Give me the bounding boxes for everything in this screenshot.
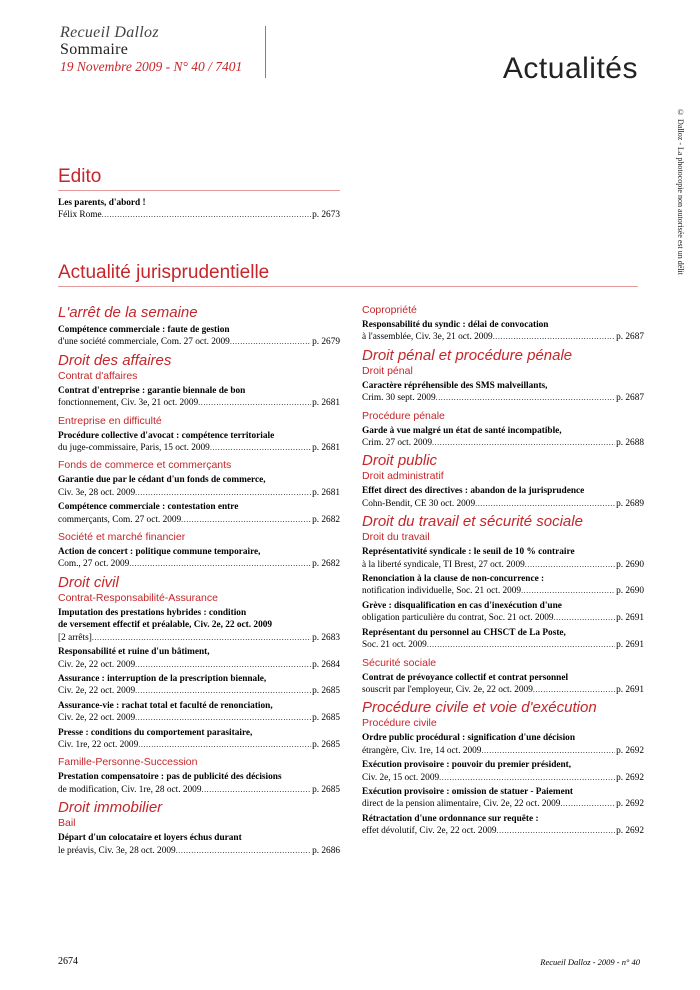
summary-entry[interactable] (362, 573, 644, 598)
leader-dots (135, 659, 311, 671)
subrubric-heading: Procédure civile (362, 717, 437, 730)
entry-page: p. 2690 (616, 559, 644, 570)
entry-title: Exécution provisoire : pouvoir du premier président, (362, 760, 572, 771)
entry-title: Imputation des prestations hybrides : condition (58, 607, 247, 618)
entry-title: Rétractation d'une ordonnance sur requête : (362, 813, 539, 824)
edito-list (58, 195, 340, 222)
leader-dots (135, 487, 311, 499)
leader-dots (521, 585, 615, 597)
copyright-notice: © Dalloz - La photocopie non autorisée est un délit (676, 108, 685, 275)
entry-reference: à la liberté syndicale, TI Brest, 27 oct. 2009 (362, 559, 525, 570)
subrubric-heading: Droit pénal (362, 364, 413, 377)
entry-title: Grève : disqualification en cas d'inexécution d'une (362, 600, 562, 611)
leader-dots (533, 684, 615, 696)
entry-title: Contrat d'entreprise : garantie biennale de bon (58, 385, 246, 396)
summary-entry[interactable] (58, 501, 340, 526)
entry-page: p. 2691 (616, 684, 644, 695)
left-column (58, 304, 340, 857)
entry-reference: obligation particulière du contrat, Soc. 21 oct. 2009 (362, 613, 554, 624)
entry-title: Presse : conditions du comportement parasitaire, (58, 727, 253, 738)
entry-page: p. 2681 (312, 487, 340, 498)
rubric-heading: Droit du travail et sécurité sociale (362, 513, 583, 531)
entry-page: p. 2682 (312, 514, 340, 525)
entry-reference: Civ. 2e, 22 oct. 2009 (58, 659, 136, 670)
entry-title: Représentativité syndicale : le seuil de 10 % contraire (362, 547, 575, 558)
entry-reference: souscrit par l'employeur, Civ. 2e, 22 oct. 2009 (362, 684, 533, 695)
entry-page: p. 2685 (312, 739, 340, 750)
entry-reference: [2 arrêts] (58, 632, 92, 643)
summary-entry[interactable] (362, 485, 644, 510)
entry-author: Félix Rome (58, 210, 102, 221)
entry-page: p. 2679 (312, 337, 340, 348)
leader-dots (427, 639, 615, 651)
summary-entry[interactable] (58, 700, 340, 725)
summary-entry[interactable] (58, 646, 340, 671)
entry-reference: le préavis, Civ. 3e, 28 oct. 2009 (58, 845, 176, 856)
entry-reference: Civ. 2e, 22 oct. 2009 (58, 686, 136, 697)
rubric-heading: Droit civil (58, 573, 119, 591)
entry-page: p. 2683 (312, 632, 340, 643)
summary-entry[interactable] (362, 546, 644, 571)
entry-page: p. 2691 (616, 640, 644, 651)
entry-page: p. 2685 (312, 686, 340, 697)
entry-page: p. 2681 (312, 398, 340, 409)
entry-title: Effet direct des directives : abandon de la jurisprudence (362, 486, 585, 497)
entry-title: Compétence commerciale : contestation entre (58, 502, 239, 513)
entry-title: Responsabilité et ruine d'un bâtiment, (58, 647, 210, 658)
rubric-heading: Droit public (362, 452, 438, 470)
summary-entry[interactable] (362, 319, 644, 344)
rubric-heading: Droit des affaires (58, 351, 172, 369)
summary-entry[interactable] (58, 771, 340, 796)
entry-title-cont: de versement effectif et préalable, Civ. 2e, 22 oct. 2009 (58, 620, 273, 631)
summary-entry[interactable] (58, 832, 340, 857)
entry-page: p. 2691 (616, 613, 644, 624)
entry-reference: d'une société commerciale, Com. 27 oct. 2009 (58, 337, 230, 348)
leader-dots (493, 331, 615, 343)
entry-reference: Cohn-Bendit, CE 30 oct. 2009 (362, 498, 476, 509)
leader-dots (560, 798, 615, 810)
summary-entry[interactable] (58, 546, 340, 571)
entry-page: p. 2692 (616, 772, 644, 783)
entry-page: p. 2685 (312, 713, 340, 724)
leader-dots (181, 514, 311, 526)
subrubric-heading: Droit du travail (362, 531, 430, 544)
entry-page: p. 2673 (312, 210, 340, 221)
summary-entry[interactable] (362, 600, 644, 625)
subrubric-heading: Entreprise en difficulté (58, 414, 162, 427)
entry-page: p. 2682 (312, 559, 340, 570)
entry-reference: Com., 27 oct. 2009 (58, 559, 130, 570)
summary-entry[interactable] (362, 425, 644, 450)
footer-journal: Recueil Dalloz - 2009 - n° 40 (540, 957, 640, 967)
entry-page: p. 2692 (616, 826, 644, 837)
entry-reference: à l'assemblée, Civ. 3e, 21 oct. 2009 (362, 332, 493, 343)
entry-reference: Civ. 2e, 22 oct. 2009 (58, 713, 136, 724)
rubric-heading: Droit immobilier (58, 799, 163, 817)
entry-title: Action de concert : politique commune temporaire, (58, 547, 261, 558)
subrubric-heading: Bail (58, 817, 76, 830)
summary-entry[interactable] (58, 474, 340, 499)
entry-reference: étrangère, Civ. 1re, 14 oct. 2009 (362, 745, 482, 756)
entry-title: Assurance-vie : rachat total et faculté de renonciation, (58, 700, 273, 711)
header-divider (265, 26, 266, 78)
entry-title: Caractère répréhensible des SMS malveillants, (362, 380, 548, 391)
leader-dots (198, 397, 311, 409)
entry-reference: Crim. 30 sept. 2009 (362, 393, 436, 404)
entry-page: p. 2687 (616, 393, 644, 404)
entry-title: Ordre public procédural : signification d'une décision (362, 733, 575, 744)
entry-title: Compétence commerciale : faute de gestion (58, 325, 230, 335)
entry-title: Prestation compensatoire : pas de publicité des décisions (58, 772, 282, 783)
juris-rule (58, 286, 638, 287)
summary-entry[interactable] (58, 430, 340, 455)
leader-dots (481, 745, 615, 757)
subrubric-heading: Contrat d'affaires (58, 369, 138, 382)
edito-heading: Edito (58, 166, 102, 187)
entry-title: Garde à vue malgré un état de santé incompatible, (362, 425, 562, 436)
entry-reference: Civ. 1re, 22 oct. 2009 (58, 739, 139, 750)
leader-dots (497, 825, 616, 837)
entry-title: Exécution provisoire : omission de statuer - Paiement (362, 786, 573, 797)
entry-reference: Crim. 27 oct. 2009 (362, 438, 432, 449)
entry-page: p. 2684 (312, 659, 340, 670)
entry-page: p. 2688 (616, 438, 644, 449)
summary-entry[interactable] (58, 607, 340, 644)
page-number: 2674 (58, 956, 78, 967)
edito-entry[interactable] (58, 197, 340, 222)
rubric-heading: L'arrêt de la semaine (58, 304, 198, 321)
entry-page: p. 2686 (312, 845, 340, 856)
leader-dots (432, 437, 615, 449)
subrubric-heading: Contrat-Responsabilité-Assurance (58, 591, 218, 604)
summary-entry[interactable] (58, 727, 340, 752)
entry-title: Les parents, d'abord ! (58, 198, 146, 208)
entry-reference: Civ. 3e, 28 oct. 2009 (58, 487, 136, 498)
leader-dots (554, 612, 616, 624)
entry-reference: fonctionnement, Civ. 3e, 21 oct. 2009 (58, 398, 199, 409)
summary-entry[interactable] (362, 759, 644, 784)
subrubric-heading: Procédure pénale (362, 409, 445, 422)
entry-title: Départ d'un colocataire et loyers échus durant (58, 833, 242, 844)
leader-dots (102, 209, 311, 221)
leader-dots (439, 772, 615, 784)
summary-entry[interactable] (58, 673, 340, 698)
summary-entry[interactable] (362, 732, 644, 757)
entry-title: Responsabilité du syndic : délai de convocation (362, 320, 549, 330)
entry-reference: commerçants, Com. 27 oct. 2009 (58, 514, 182, 525)
entry-page: p. 2687 (616, 332, 644, 343)
leader-dots (92, 632, 311, 644)
entry-reference: Civ. 2e, 15 oct. 2009 (362, 772, 440, 783)
entry-page: p. 2681 (312, 443, 340, 454)
right-column (362, 304, 644, 838)
entry-page: p. 2690 (616, 586, 644, 597)
entry-page: p. 2689 (616, 498, 644, 509)
subrubric-heading: Droit administratif (362, 470, 444, 483)
journal-brand: Recueil Dalloz (60, 24, 159, 41)
summary-entry[interactable] (58, 385, 340, 410)
entry-reference: effet dévolutif, Civ. 2e, 22 oct. 2009 (362, 826, 497, 837)
entry-reference: de modification, Civ. 1re, 28 oct. 2009 (58, 784, 202, 795)
leader-dots (525, 559, 615, 571)
summary-entry[interactable] (362, 627, 644, 652)
entry-title: Renonciation à la clause de non-concurrence : (362, 574, 545, 585)
rubric-heading: Procédure civile et voie d'exécution (362, 699, 597, 717)
subrubric-heading: Société et marché financier (58, 531, 186, 544)
entry-page: p. 2685 (312, 784, 340, 795)
entry-title: Assurance : interruption de la prescription biennale, (58, 673, 267, 684)
rubric-heading: Droit pénal et procédure pénale (362, 346, 573, 364)
juris-heading: Actualité jurisprudentielle (58, 262, 270, 283)
issue-date: 19 Novembre 2009 - N° 40 / 7401 (60, 59, 243, 74)
entry-reference: notification individuelle, Soc. 21 oct. 2009 (362, 586, 522, 597)
entry-title: Garantie due par le cédant d'un fonds de commerce, (58, 475, 266, 486)
entry-title: Procédure collective d'avocat : compétence territoriale (58, 430, 275, 441)
page-title: Sommaire (60, 41, 129, 58)
leader-dots (230, 336, 311, 348)
entry-title: Contrat de prévoyance collectif et contrat personnel (362, 672, 569, 683)
entry-reference: Soc. 21 oct. 2009 (362, 640, 427, 651)
summary-entry[interactable] (362, 380, 644, 405)
summary-entry[interactable] (58, 324, 340, 349)
subrubric-heading: Famille-Personne-Succession (58, 756, 198, 769)
leader-dots (138, 739, 311, 751)
entry-title: Représentant du personnel au CHSCT de La Poste, (362, 627, 566, 638)
subrubric-heading: Sécurité sociale (362, 656, 437, 669)
leader-dots (135, 685, 311, 697)
leader-dots (475, 498, 615, 510)
subrubric-heading: Fonds de commerce et commerçants (58, 459, 232, 472)
leader-dots (436, 392, 616, 404)
summary-entry[interactable] (362, 786, 644, 811)
leader-dots (129, 558, 311, 570)
leader-dots (201, 784, 311, 796)
leader-dots (135, 712, 311, 724)
leader-dots (210, 442, 311, 454)
entry-page: p. 2692 (616, 799, 644, 810)
entry-reference: direct de la pension alimentaire, Civ. 2e, 22 oct. 2009 (362, 799, 561, 810)
edito-rule (58, 190, 340, 191)
leader-dots (176, 845, 311, 857)
subrubric-heading: Copropriété (362, 304, 417, 316)
section-title: Actualités (502, 52, 638, 85)
entry-page: p. 2692 (616, 745, 644, 756)
entry-reference: du juge-commissaire, Paris, 15 oct. 2009 (58, 443, 210, 454)
summary-entry[interactable] (362, 672, 644, 697)
summary-entry[interactable] (362, 813, 644, 838)
